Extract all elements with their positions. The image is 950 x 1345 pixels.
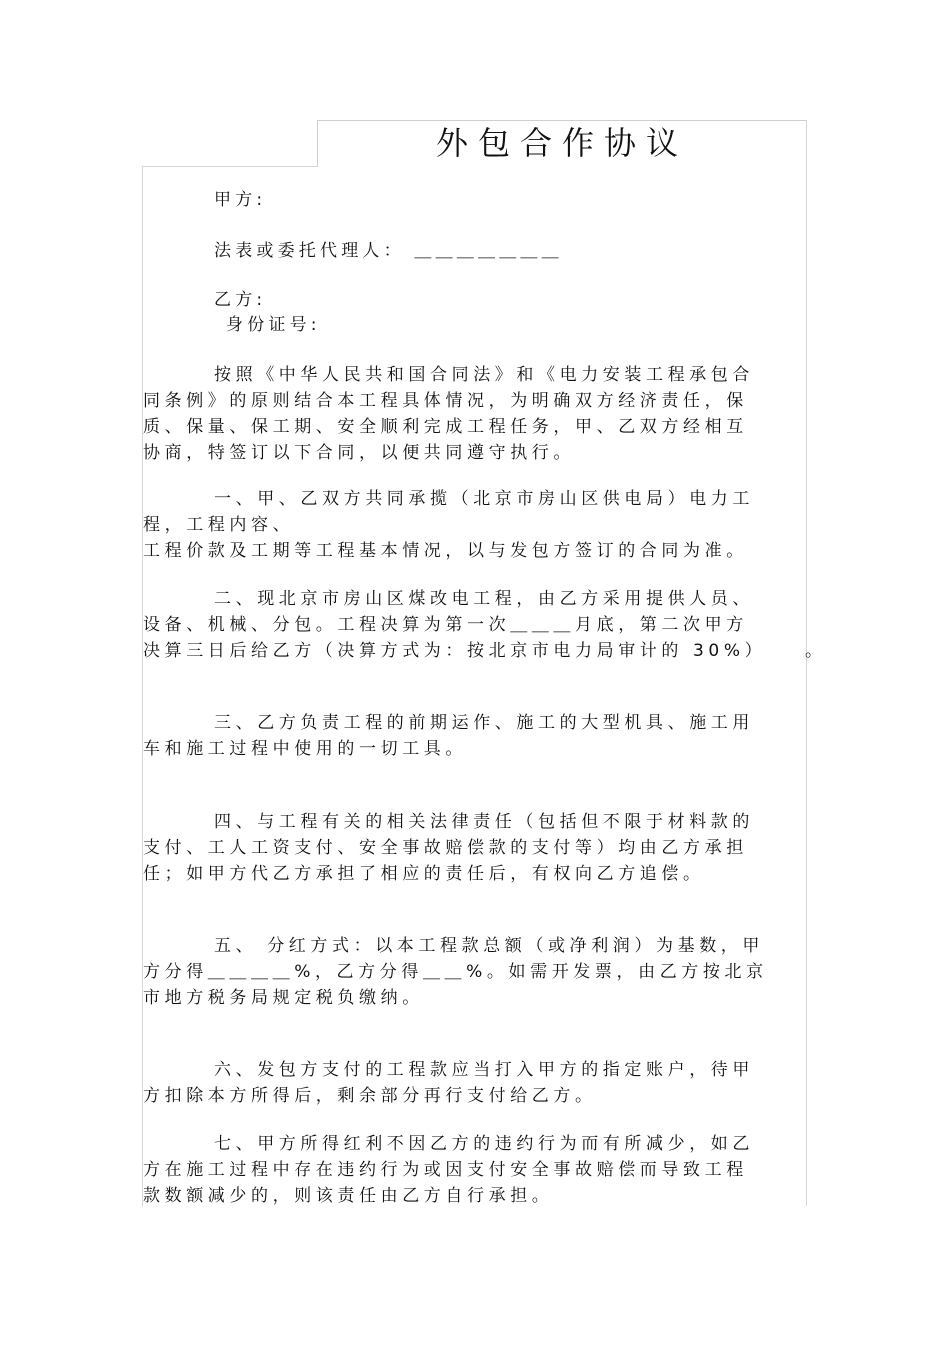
clause-2 bbox=[143, 586, 798, 664]
frame-border-step bbox=[142, 166, 318, 167]
paragraph-line: 市地方税务局规定税负缴纳。 bbox=[143, 988, 424, 1008]
paragraph-line: 二、现北京市房山区煤改电工程，由乙方采用提供人员、 bbox=[214, 589, 754, 609]
frame-border-right bbox=[806, 120, 807, 1206]
paragraph-line: 一、甲、乙双方共同承揽（北京市房山区供电局）电力工 bbox=[214, 489, 754, 509]
paragraph-line: 质、保量、保工期、安全顺利完成工程任务，甲、乙双方经相互 bbox=[143, 417, 748, 437]
clause-3 bbox=[143, 710, 798, 762]
paragraph-line: 协商，特签订以下合同，以便共同遵守执行。 bbox=[143, 443, 575, 463]
intro-paragraph bbox=[143, 362, 798, 466]
paragraph-line: 按照《中华人民共和国合同法》和《电力安装工程承包合 bbox=[214, 365, 754, 385]
paragraph-line: 决算三日后给乙方（决算方式为：按北京市电力局审计的 30%） bbox=[143, 641, 767, 661]
paragraph-line: 方扣除本方所得后，剩余部分再行支付给乙方。 bbox=[143, 1086, 597, 1106]
clause-4 bbox=[143, 809, 798, 887]
paragraph-line: 方在施工过程中存在违约行为或因支付安全事故赔偿而导致工程 bbox=[143, 1160, 748, 1180]
paragraph-line: 车和施工过程中使用的一切工具。 bbox=[143, 739, 467, 759]
paragraph-line: 任；如甲方代乙方承担了相应的责任后，有权向乙方追偿。 bbox=[143, 864, 705, 884]
paragraph-line: 工程价款及工期等工程基本情况，以与发包方签订的合同为准。 bbox=[143, 541, 748, 561]
paragraph-line: 款数额减少的，则该责任由乙方自行承担。 bbox=[143, 1186, 554, 1206]
paragraph-line: 支付、工人工资支付、安全事故赔偿款的支付等）均由乙方承担 bbox=[143, 838, 748, 858]
paragraph-line: 方分得＿＿＿＿%，乙方分得＿＿%。如需开发票，由乙方按北京 bbox=[143, 962, 768, 982]
clause-7 bbox=[143, 1131, 798, 1209]
clause-1 bbox=[143, 486, 798, 564]
id-number-label: 身份证号: bbox=[226, 315, 321, 335]
clause-6 bbox=[143, 1057, 798, 1109]
party-a-label: 甲方: bbox=[214, 190, 267, 210]
paragraph-line: 三、乙方负责工程的前期运作、施工的大型机具、施工用 bbox=[214, 713, 754, 733]
paragraph-line: 七、甲方所得红利不因乙方的违约行为而有所减少，如乙 bbox=[214, 1134, 754, 1154]
paragraph-line: 程，工程内容、 bbox=[143, 515, 295, 535]
legal-rep-label: 法表或委托代理人： ＿＿＿＿＿＿＿ bbox=[214, 241, 563, 261]
paragraph-line: 同条例》的原则结合本工程具体情况，为明确双方经济责任，保 bbox=[143, 391, 748, 411]
document-title: 外包合作协议 bbox=[435, 124, 688, 162]
frame-border-left bbox=[142, 166, 143, 1206]
party-b-label: 乙方: bbox=[214, 290, 267, 310]
paragraph-line: 四、与工程有关的相关法律责任（包括但不限于材料款的 bbox=[214, 812, 754, 832]
paragraph-line: 设备、机械、分包。工程决算为第一次＿＿＿月底，第二次甲方 bbox=[143, 615, 748, 635]
clause-2-trailing-mark: 。 bbox=[805, 641, 822, 661]
paragraph-line: 六、发包方支付的工程款应当打入甲方的指定账户，待甲 bbox=[214, 1060, 754, 1080]
clause-5 bbox=[143, 933, 798, 1011]
paragraph-line: 五、 分红方式：以本工程款总额（或净利润）为基数，甲 bbox=[214, 936, 765, 956]
